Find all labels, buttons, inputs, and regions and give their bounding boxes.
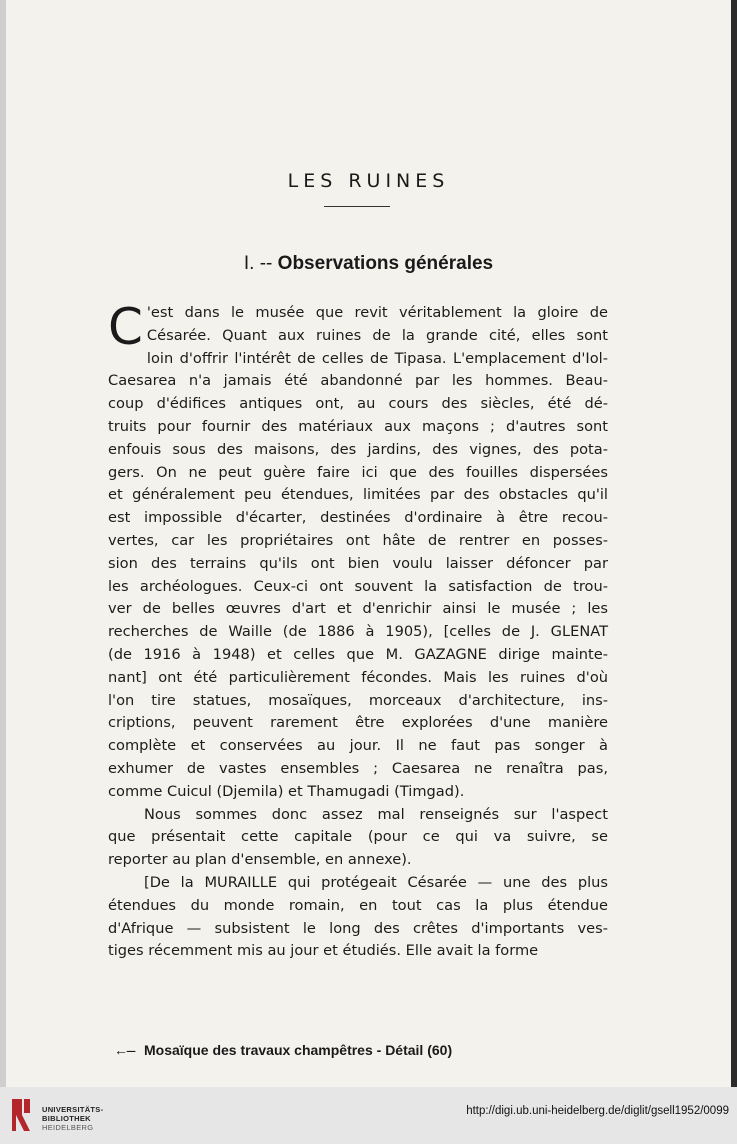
footer-bar — [0, 1087, 737, 1144]
text-line: 'est dans le musée que revit véritablement la gloire de — [146, 304, 608, 321]
text-line: vertes, car les propriétaires ont hâte de rentrer en posses- — [108, 531, 608, 549]
text-line: criptions, peuvent rarement être explorées d'une manière — [108, 714, 608, 732]
text-line: coup d'édifices antiques ont, au cours des siècles, été dé- — [108, 395, 608, 413]
text-line: sion des terrains qu'ils ont bien voulu laisser défoncer par — [108, 554, 608, 572]
text-line: ver de belles œuvres d'art et d'enrichir ainsi le musée ; les — [108, 600, 608, 618]
text-line: étendues du monde romain, en tout cas la plus étendue — [108, 896, 608, 914]
text-line: l'on tire statues, mosaïques, morceaux d'architecture, ins- — [108, 691, 608, 709]
text-line: les archéologues. Ceux-ci ont souvent la satisfaction de trou- — [108, 577, 608, 595]
section-number: I. -- — [243, 253, 273, 274]
library-logo-text — [42, 1105, 103, 1132]
text-line: enfouis sous des maisons, des jardins, des vignes, des pota- — [108, 440, 608, 458]
text-line: que présentait cette capitale (pour ce qui va suivre, se — [108, 828, 608, 846]
text-line: gers. On ne peut guère faire ici que des fouilles dispersées — [108, 463, 608, 481]
text-line: tiges récemment mis au jour et étudiés. Elle avait la forme — [108, 942, 539, 960]
paragraph-3 — [108, 872, 608, 963]
text-line: Caesarea n'a jamais été abandonné par les hommes. Beau- — [108, 372, 608, 390]
section-heading — [0, 253, 737, 275]
text-line: Nous sommes donc assez mal renseignés sur l'aspect — [144, 805, 608, 823]
text-line: Césarée. Quant aux ruines de la grande cité, elles sont — [146, 326, 608, 344]
body-text — [108, 298, 608, 963]
text-line: nant] ont été particulièrement fécondes. Mais les ruines d'où — [108, 668, 608, 686]
text-line: [De la MURAILLE qui protégeait Césarée — une des plus — [144, 873, 608, 891]
caption-text: Mosaïque des travaux champêtres - Détail (60) — [144, 1042, 453, 1058]
text-line: comme Cuicul (Djemila) et Thamugadi (Timgad). — [108, 782, 465, 800]
scan-edge-right — [731, 0, 737, 1087]
figure-caption — [114, 1042, 452, 1058]
text-line: recherches de Waille (de 1886 à 1905), [celles de J. GLENAT — [108, 623, 608, 641]
text-line: (de 1916 à 1948) et celles que M. GAZAGNE dirige mainte- — [108, 645, 608, 663]
logo-line: UNIVERSITÄTS- — [42, 1105, 104, 1114]
text-line: est impossible d'écarter, destinées d'ordinaire à être recou- — [108, 509, 608, 527]
text-line: reporter au plan d'ensemble, en annexe). — [108, 851, 412, 869]
paragraph-2 — [108, 804, 608, 872]
text-line: exhumer de vastes ensembles ; Caesarea ne renaîtra pas, — [108, 759, 608, 777]
library-logo-icon — [8, 1095, 34, 1135]
logo-line: HEIDELBERG — [42, 1123, 94, 1132]
text-line: et généralement peu étendues, limitées par des obstacles qu'il — [108, 486, 608, 504]
text-line: d'Afrique — subsistent le long des crêtes d'importants ves- — [108, 919, 608, 937]
source-url-link[interactable]: http://digi.ub.uni-heidelberg.de/diglit/gsell1952/0099 — [466, 1105, 729, 1117]
text-line: loin d'offrir l'intérêt de celles de Tipasa. L'emplacement d'Iol- — [146, 349, 608, 367]
scan-edge-left — [0, 0, 6, 1087]
heading-rule — [324, 206, 390, 207]
left-arrow-icon: ←--- — [114, 1042, 134, 1058]
text-line: truits pour fournir des matériaux aux maçons ; d'autres sont — [108, 417, 608, 435]
chapter-heading: LES RUINES — [287, 170, 450, 192]
logo-line: BIBLIOTHEK — [42, 1114, 91, 1123]
text-line: complète et conservées au jour. Il ne faut pas songer à — [108, 737, 608, 755]
paragraph-1 — [108, 298, 608, 804]
drop-cap: C — [108, 298, 143, 356]
section-title: Observations générales — [277, 253, 494, 274]
